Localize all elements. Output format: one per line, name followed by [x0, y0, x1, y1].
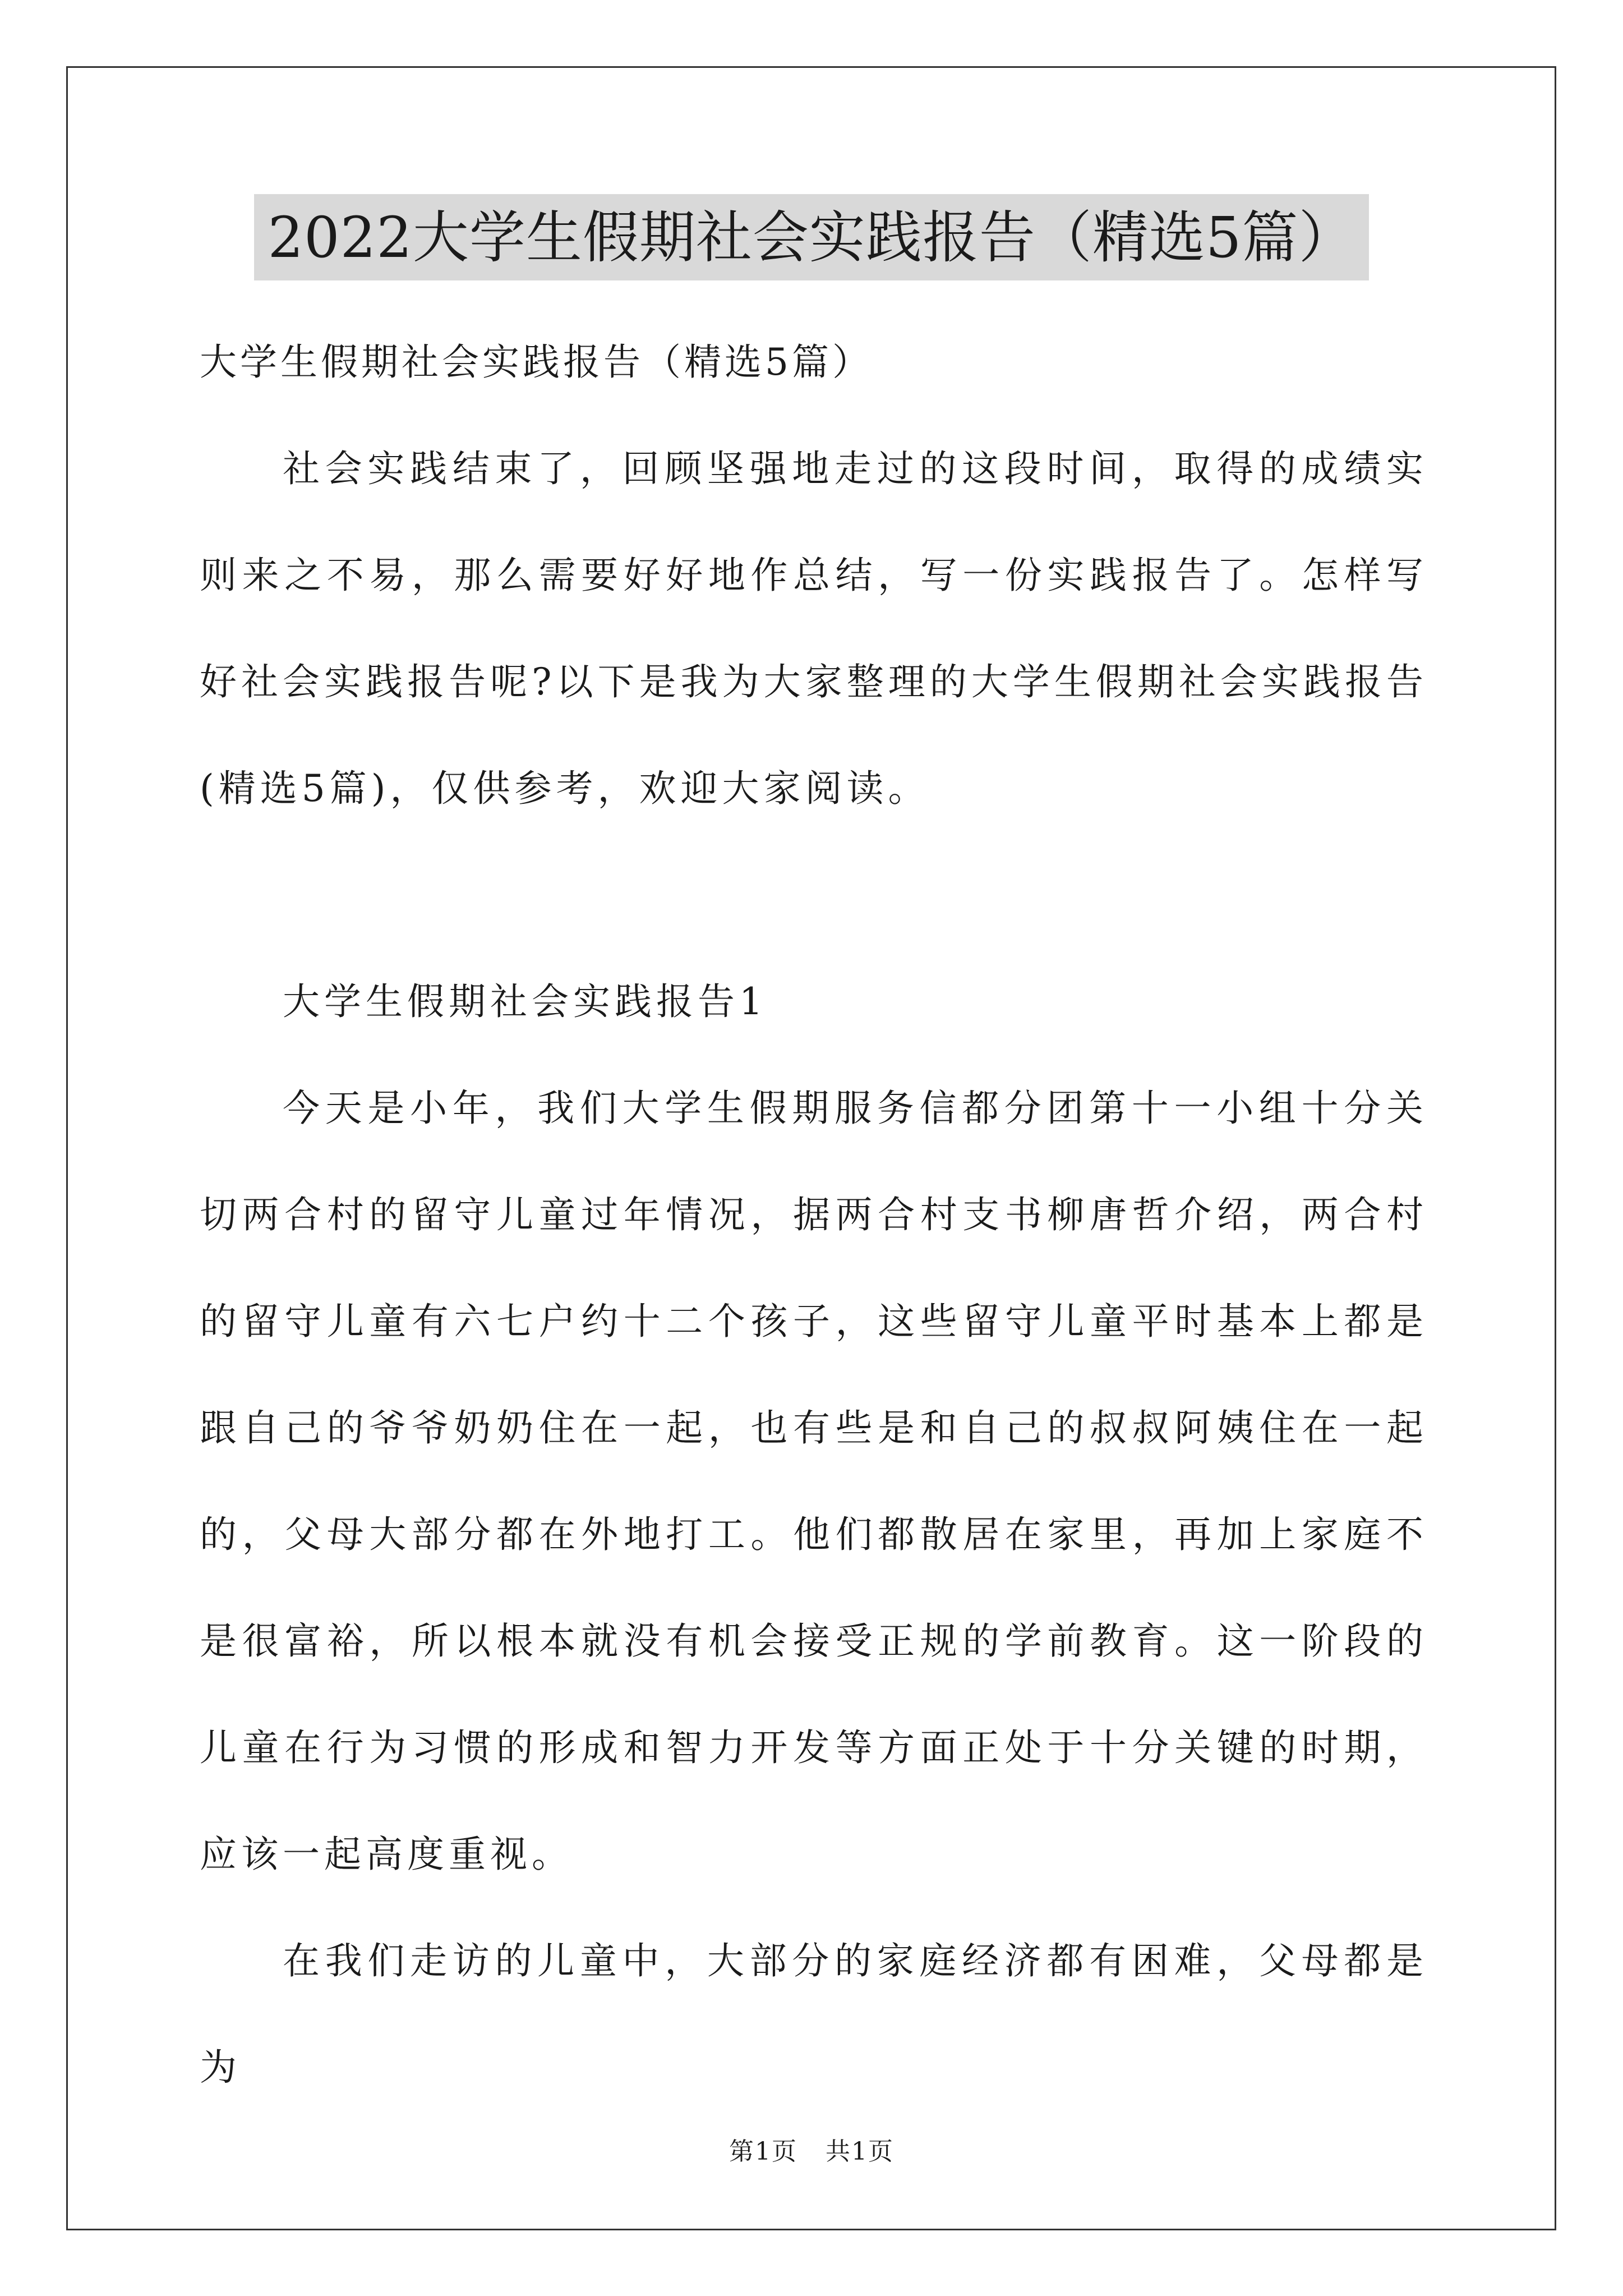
page-footer [0, 2135, 1623, 2169]
body-paragraph: 今天是小年，我们大学生假期服务信都分团第十一小组十分关切两合村的留守儿童过年情况，据两合村支书柳唐哲介绍，两合村的留守儿童有六七户约十二个孩子，这些留守儿童平时基本上都是跟自己的爷爷奶奶住在一起，也有些是和自己的叔叔阿姨住在一起的，父母大部分都在外地打工。他们都散居在家里，再加上家庭不是很富裕，所以根本就没有机会接受正规的学前教育。这一阶段的儿童在行为习惯的形成和智力开发等方面正处于十分关键的时期，应该一起高度重视。 [200, 1087, 1428, 1876]
page-number-total: 共1页 [826, 2137, 894, 2166]
document-body [200, 309, 1428, 2121]
title-wrap [0, 194, 1623, 280]
page-number-current: 第1页 [729, 2137, 797, 2166]
intro-paragraph: 社会实践结束了，回顾坚强地走过的这段时间，取得的成绩实则来之不易，那么需要好好地作总结，写一份实践报告了。怎样写好社会实践报告呢?以下是我为大家整理的大学生假期社会实践报告(精选5篇)，仅供参考，欢迎大家阅读。 [200, 447, 1428, 810]
body-paragraph: 在我们走访的儿童中，大部分的家庭经济都有困难，父母都是为 [200, 1939, 1428, 2089]
paragraph-spacer [200, 842, 1428, 949]
document-subtitle: 大学生假期社会实践报告（精选5篇） [200, 341, 873, 384]
section-heading: 大学生假期社会实践报告1 [283, 980, 767, 1023]
document-title: 2022大学生假期社会实践报告（精选5篇） [254, 194, 1368, 280]
